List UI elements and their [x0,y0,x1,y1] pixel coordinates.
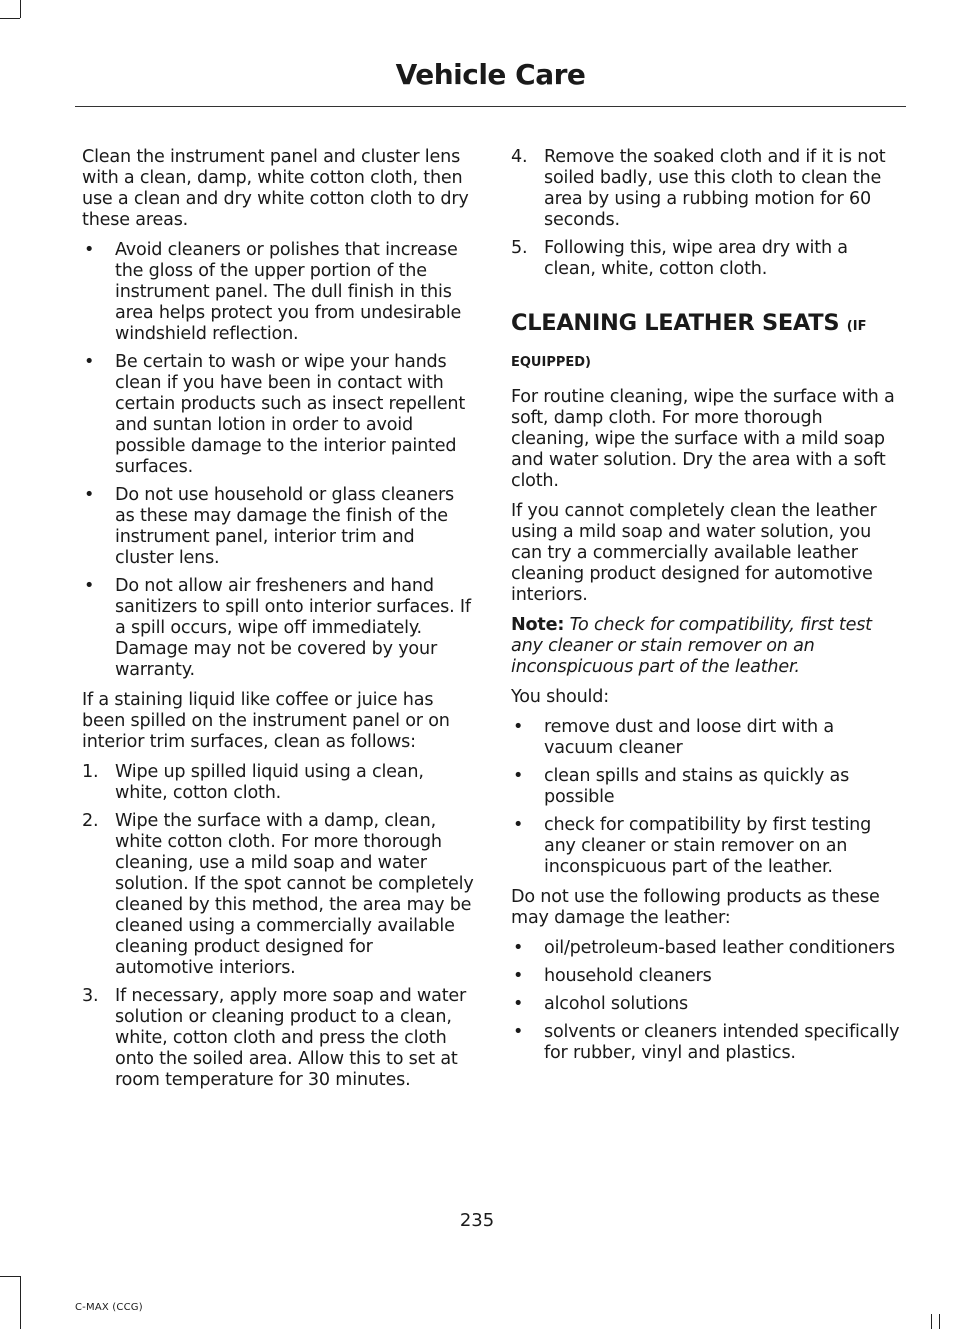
bullet-marker: • [513,1022,524,1042]
bullet-marker: • [513,815,524,835]
right-column [511,147,903,1073]
header-divider [75,106,906,107]
do-not-use-paragraph: Do not use the following products as these may damage the leather: [511,887,880,928]
list-item [82,811,474,979]
note-text: To check for compatibility, first test any cleaner or stain remover on an inconspicuous part of the leather. [511,615,872,677]
step-number: 4. [511,147,528,167]
routine-cleaning-paragraph: For routine cleaning, wipe the surface with a soft, damp cloth. For more thorough cleaning, wipe the surface with a mild soap and water solution. Dry the area with a soft cloth. [511,387,895,491]
staining-intro-paragraph: If a staining liquid like coffee or juice has been spilled on the instrument panel or on interior trim surfaces, clean as follows: [82,690,450,752]
list-item [511,994,903,1015]
step-text: Remove the soaked cloth and if it is not soiled badly, use this cloth to clean the area by using a rubbing motion for 60 seconds. [544,147,886,230]
step-text: Following this, wipe area dry with a clean, white, cotton cloth. [544,238,848,279]
bullet-marker: • [513,994,524,1014]
list-item [82,762,474,804]
list-item-text: household cleaners [544,966,712,986]
crop-mark-bottom-right-vertical-a [931,1314,932,1329]
list-item [511,717,903,759]
instrument-panel-bullet-list [82,240,474,681]
bullet-marker: • [84,576,95,596]
bullet-marker: • [513,766,524,786]
bullet-marker: • [513,938,524,958]
crop-mark-bottom-left-vertical [20,1276,21,1329]
list-item [511,938,903,959]
cleaning-steps-list [82,762,474,1091]
step-number: 5. [511,238,528,258]
you-should-paragraph: You should: [511,687,609,707]
list-item [82,576,474,681]
leather-cleaner-paragraph: If you cannot completely clean the leather using a mild soap and water solution, you can try a commercially available leather cleaning product designed for automotive interiors. [511,501,877,605]
section-heading-title: CLEANING LEATHER SEATS [511,310,840,336]
step-text: Wipe up spilled liquid using a clean, white, cotton cloth. [115,762,424,803]
list-item [511,147,903,231]
step-text: If necessary, apply more soap and water solution or cleaning product to a clean, white, cotton cloth and press the cloth onto the soiled area. Allow this to set at room temperature for 30 minutes. [115,986,467,1090]
bullet-marker: • [513,717,524,737]
list-item-text: clean spills and stains as quickly as possible [544,766,850,807]
list-item [511,1022,903,1064]
list-item [511,238,903,280]
note-label: Note: [511,615,565,635]
bullet-marker: • [84,485,95,505]
list-item-text: Do not use household or glass cleaners as these may damage the finish of the instrument panel, interior trim and cluster lens. [115,485,454,568]
list-item [511,815,903,878]
you-should-bullet-list [511,717,903,878]
crop-mark-bottom-right-vertical-b [939,1314,940,1329]
step-text: Wipe the surface with a damp, clean, white cotton cloth. For more thorough cleaning, use a mild soap and water solution. If the spot cannot be completely cleaned by this method, the area may be cleaned using a commercially available cleaning product designed for automotive interiors. [115,811,474,978]
intro-paragraph: Clean the instrument panel and cluster lens with a clean, damp, white cotton cloth, then use a clean and dry white cotton cloth to dry these areas. [82,147,469,230]
list-item-text: Be certain to wash or wipe your hands clean if you have been in contact with certain products such as insect repellent and suntan lotion in order to avoid possible damage to the interior painted surfaces. [115,352,466,477]
list-item-text: Avoid cleaners or polishes that increase the gloss of the upper portion of the instrument panel. The dull finish in this area helps protect you from undesirable windshield reflection. [115,240,462,344]
list-item-text: alcohol solutions [544,994,688,1014]
list-item [82,240,474,345]
list-item [511,966,903,987]
list-item-text: solvents or cleaners intended specifically for rubber, vinyl and plastics. [544,1022,900,1063]
list-item [511,766,903,808]
section-heading [511,307,903,379]
list-item [82,352,474,478]
left-column [82,147,474,1100]
cleaning-steps-continued-list [511,147,903,280]
model-code: C-MAX (CCG) [75,1302,143,1313]
list-item-text: remove dust and loose dirt with a vacuum cleaner [544,717,834,758]
list-item [82,986,474,1091]
step-number: 3. [82,986,99,1006]
list-item-text: oil/petroleum-based leather conditioners [544,938,895,958]
section-heading-suffix: (IF EQUIPPED) [511,319,867,370]
bullet-marker: • [84,240,95,260]
page-title: Vehicle Care [395,58,586,91]
list-item [82,485,474,569]
note-paragraph [511,615,903,678]
step-number: 1. [82,762,99,782]
step-number: 2. [82,811,99,831]
crop-mark-top-left-vertical [20,0,21,18]
list-item-text: Do not allow air fresheners and hand sanitizers to spill onto interior surfaces. If a spill occurs, wipe off immediately. Damage may not be covered by your warranty. [115,576,471,680]
page-number: 235 [459,1210,495,1231]
crop-mark-bottom-left-horizontal [0,1276,20,1277]
list-item-text: check for compatibility by first testing any cleaner or stain remover on an inconspicuous part of the leather. [544,815,872,877]
bullet-marker: • [84,352,95,372]
bullet-marker: • [513,966,524,986]
avoid-products-bullet-list [511,938,903,1064]
crop-mark-top-left-horizontal [0,18,20,19]
